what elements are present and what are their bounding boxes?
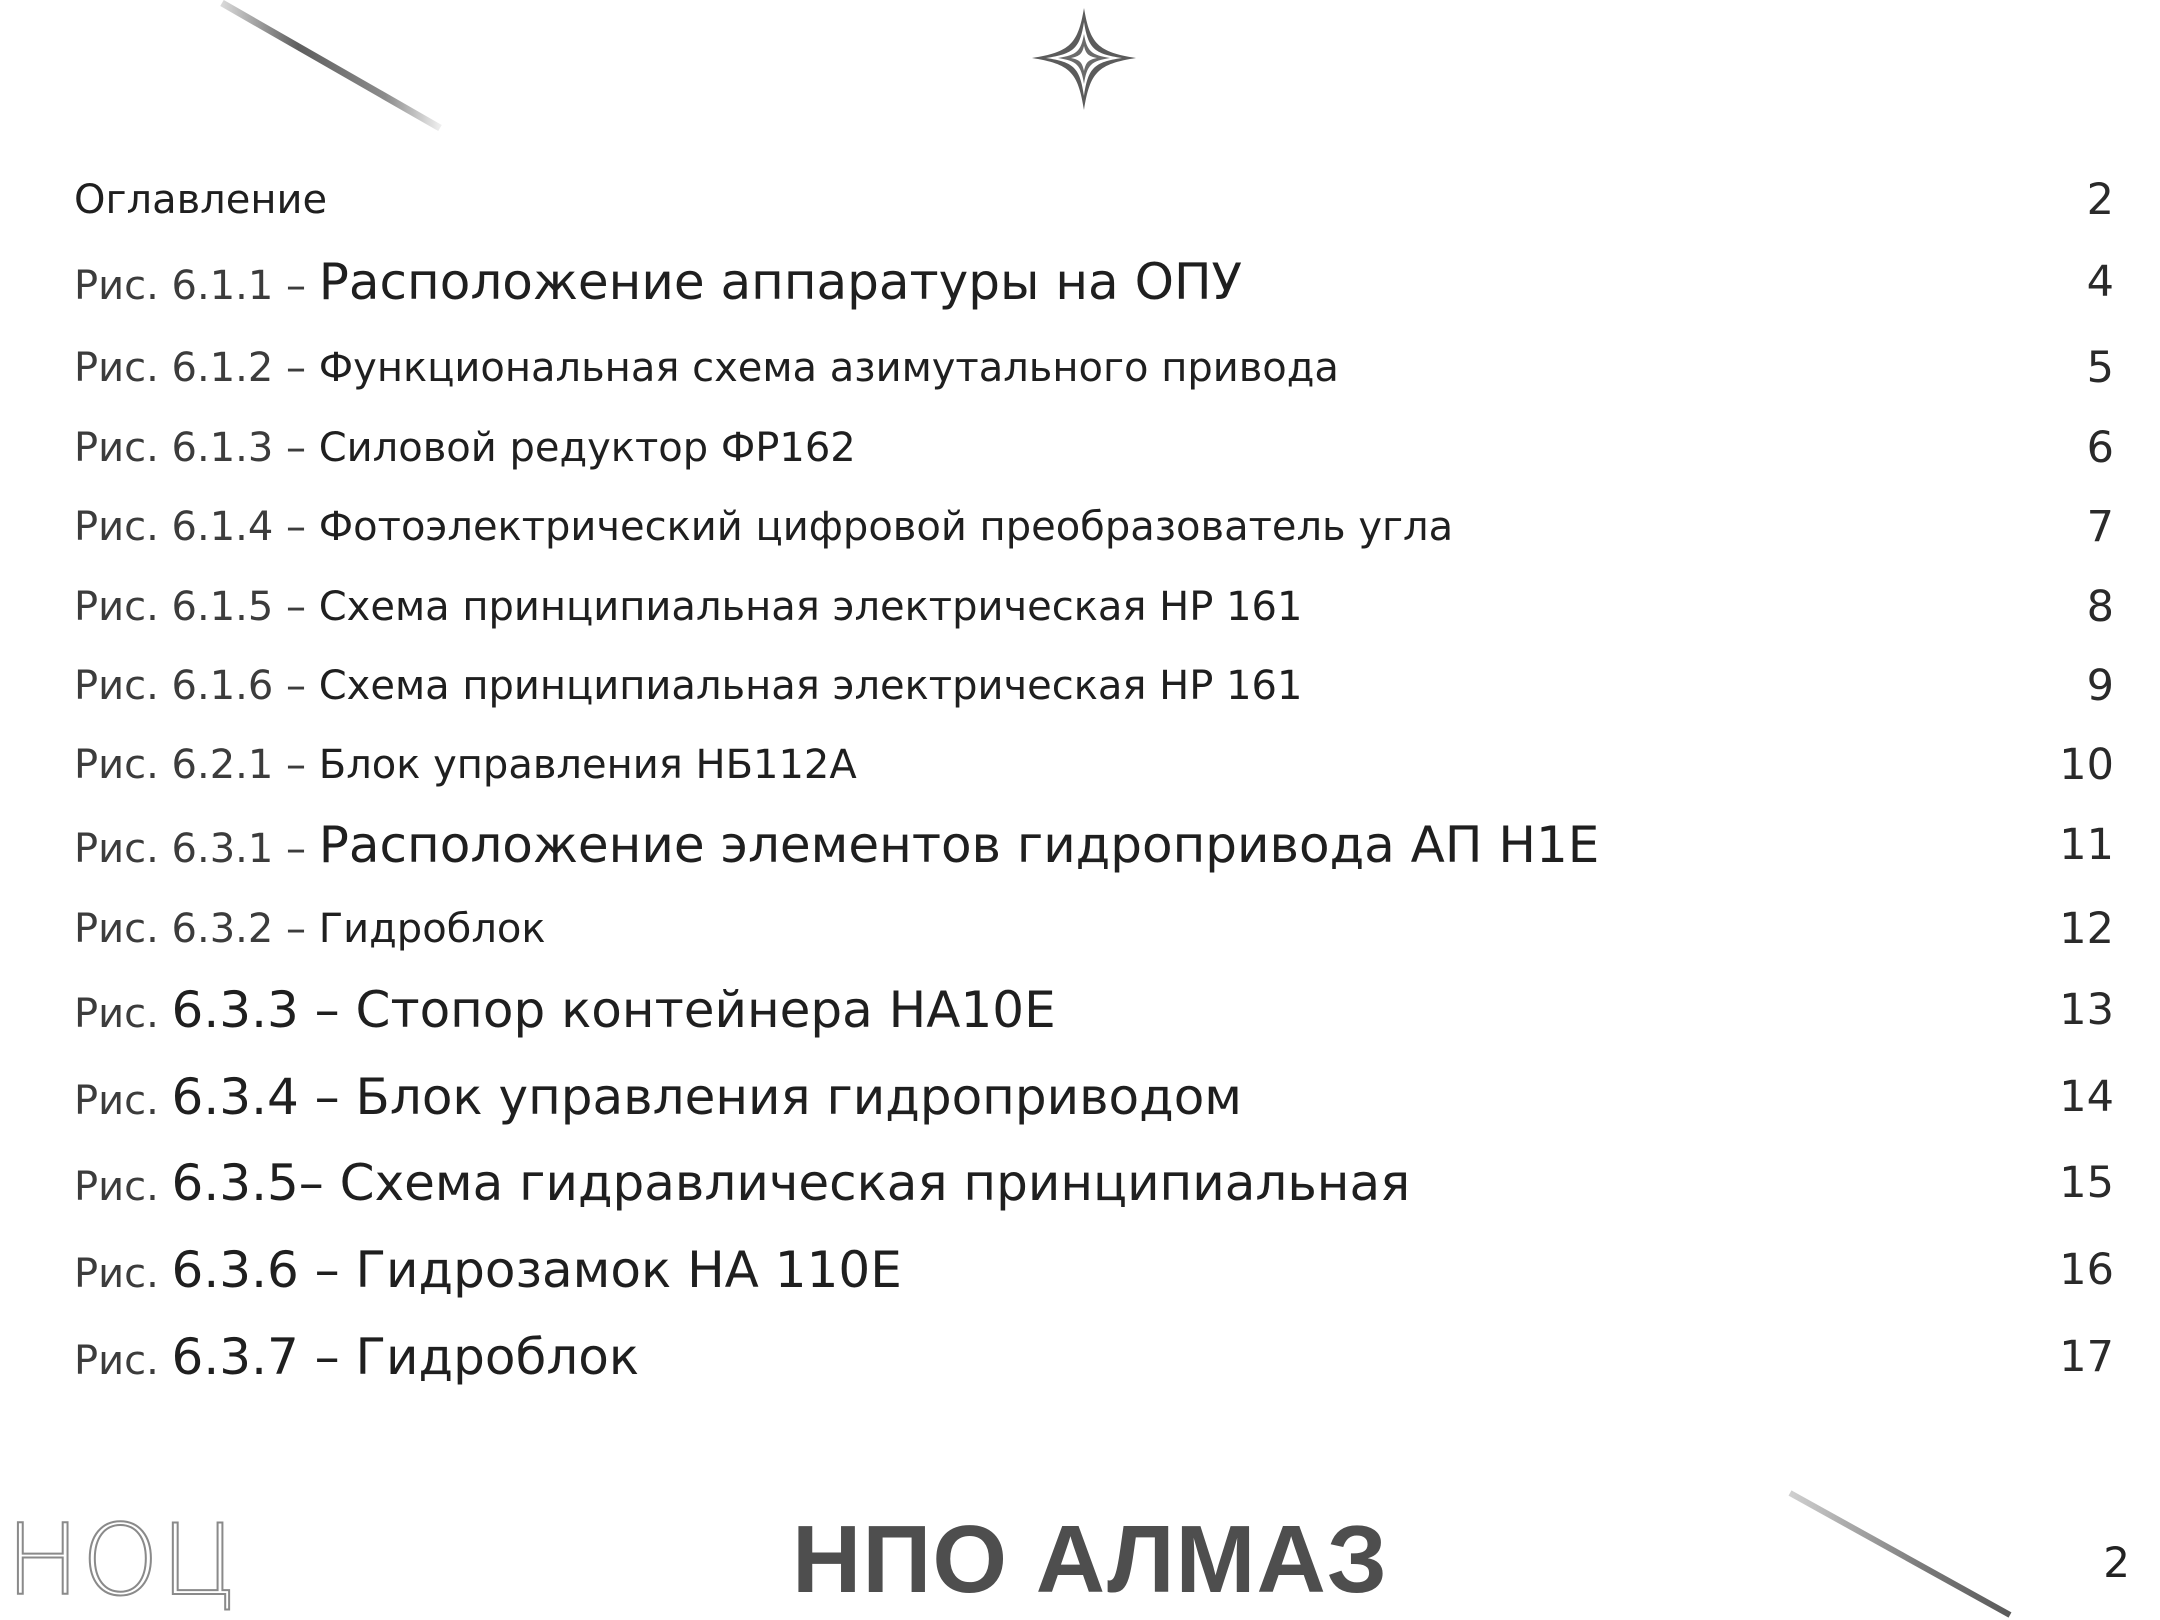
toc-entry[interactable]: [74, 651, 2114, 721]
toc-figure-number: Рис.: [74, 1251, 172, 1297]
toc-page-number: 14: [2059, 1072, 2114, 1122]
toc-entry-text: [74, 663, 1302, 709]
toc-entry-text: [74, 504, 1453, 550]
toc-page-number: 10: [2059, 740, 2114, 790]
toc-entry-title: Схема принципиальная электрическая НР 161: [318, 584, 1303, 630]
toc-figure-number: Рис. 6.2.1 –: [74, 742, 319, 788]
toc-page-number: 9: [2086, 661, 2114, 711]
noc-logo: НОЦ: [6, 1504, 239, 1618]
toc-entry-text: [74, 981, 1056, 1039]
toc-page-number: 17: [2059, 1332, 2114, 1382]
toc-page-number: 8: [2086, 582, 2114, 632]
toc-entry-title: Схема принципиальная электрическая НР 161: [318, 663, 1303, 709]
toc-page-number: 15: [2059, 1158, 2114, 1208]
toc-page-number: 2: [2086, 175, 2114, 225]
toc-entry-title: Фотоэлектрический цифровой преобразователь угла: [318, 504, 1454, 550]
toc-entry-text: [74, 253, 1242, 311]
toc-entry[interactable]: [74, 572, 2114, 642]
toc-page-number: 6: [2086, 423, 2114, 473]
toc-figure-number: Рис. 6.1.2 –: [74, 345, 319, 391]
toc-entry-text: [74, 345, 1339, 391]
toc-entry[interactable]: [74, 333, 2114, 403]
toc-figure-number: Рис. 6.1.3 –: [74, 425, 319, 471]
toc-figure-number: Рис.: [74, 1078, 172, 1124]
toc-page-number: 5: [2086, 343, 2114, 393]
toc-entry[interactable]: [74, 413, 2114, 483]
toc-entry[interactable]: [74, 165, 2114, 235]
toc-entry-title: 6.3.7 – Гидроблок: [171, 1328, 640, 1386]
toc-entry[interactable]: [74, 810, 2114, 880]
toc-entry-title: Силовой редуктор ФР162: [318, 425, 856, 471]
toc-entry[interactable]: [74, 492, 2114, 562]
toc-figure-number: Рис.: [74, 1164, 172, 1210]
toc-entry-text: [74, 584, 1302, 630]
toc-entry[interactable]: [74, 975, 2114, 1045]
toc-entry-title: 6.3.5– Схема гидравлическая принципиальная: [171, 1154, 1411, 1212]
toc-entry-title: Гидроблок: [318, 906, 546, 952]
toc-entry-text: [74, 1241, 902, 1299]
toc-entry-title: Блок управления НБ112А: [318, 742, 857, 788]
toc-entry[interactable]: [74, 1322, 2114, 1392]
star-emblem-icon: [1032, 8, 1136, 110]
toc-entry-title: 6.3.6 – Гидрозамок НА 110Е: [171, 1241, 902, 1299]
toc-figure-number: Рис.: [74, 1338, 172, 1384]
toc-figure-number: Рис. 6.1.5 –: [74, 584, 319, 630]
toc-page-number: 4: [2086, 257, 2114, 307]
toc-entry-text: [74, 1154, 1410, 1212]
toc-entry-title: 6.3.4 – Блок управления гидроприводом: [171, 1068, 1243, 1126]
toc-page-number: 7: [2086, 502, 2114, 552]
toc-page-number: 11: [2059, 820, 2114, 870]
toc-page-number: 13: [2059, 985, 2114, 1035]
toc-entry[interactable]: [74, 894, 2114, 964]
toc-entry[interactable]: [74, 1062, 2114, 1132]
toc-entry-text: [74, 1328, 639, 1386]
toc-entry-text: [74, 177, 327, 223]
toc-entry-text: [74, 816, 1599, 874]
toc-entry-text: [74, 425, 856, 471]
toc-entry[interactable]: [74, 247, 2114, 317]
toc-entry[interactable]: [74, 1235, 2114, 1305]
toc-page-number: 16: [2059, 1245, 2114, 1295]
toc-entry-title: Функциональная схема азимутального привода: [318, 345, 1339, 391]
page-number: 2: [2103, 1538, 2130, 1587]
toc-figure-number: Рис. 6.1.6 –: [74, 663, 319, 709]
toc-figure-number: Рис. 6.3.1 –: [74, 826, 319, 872]
toc-figure-number: Рис.: [74, 991, 172, 1037]
toc-entry-title: 6.3.3 – Стопор контейнера НА10Е: [171, 981, 1056, 1039]
toc-entry-title: Оглавление: [74, 177, 328, 223]
toc-entry-text: [74, 742, 857, 788]
toc-entry-text: [74, 1068, 1242, 1126]
toc-figure-number: Рис. 6.1.4 –: [74, 504, 319, 550]
toc-entry[interactable]: [74, 1148, 2114, 1218]
toc-entry-text: [74, 906, 546, 952]
toc-figure-number: Рис. 6.1.1 –: [74, 263, 319, 309]
top-decorative-banner: [0, 0, 2160, 140]
toc-page-number: 12: [2059, 904, 2114, 954]
toc-entry[interactable]: [74, 730, 2114, 800]
toc-entry-title: Расположение элементов гидропривода АП Н1Е: [318, 816, 1600, 874]
toc-figure-number: Рис. 6.3.2 –: [74, 906, 319, 952]
company-logo-text: НПО АЛМАЗ: [792, 1506, 1388, 1613]
toc-entry-title: Расположение аппаратуры на ОПУ: [318, 253, 1243, 311]
